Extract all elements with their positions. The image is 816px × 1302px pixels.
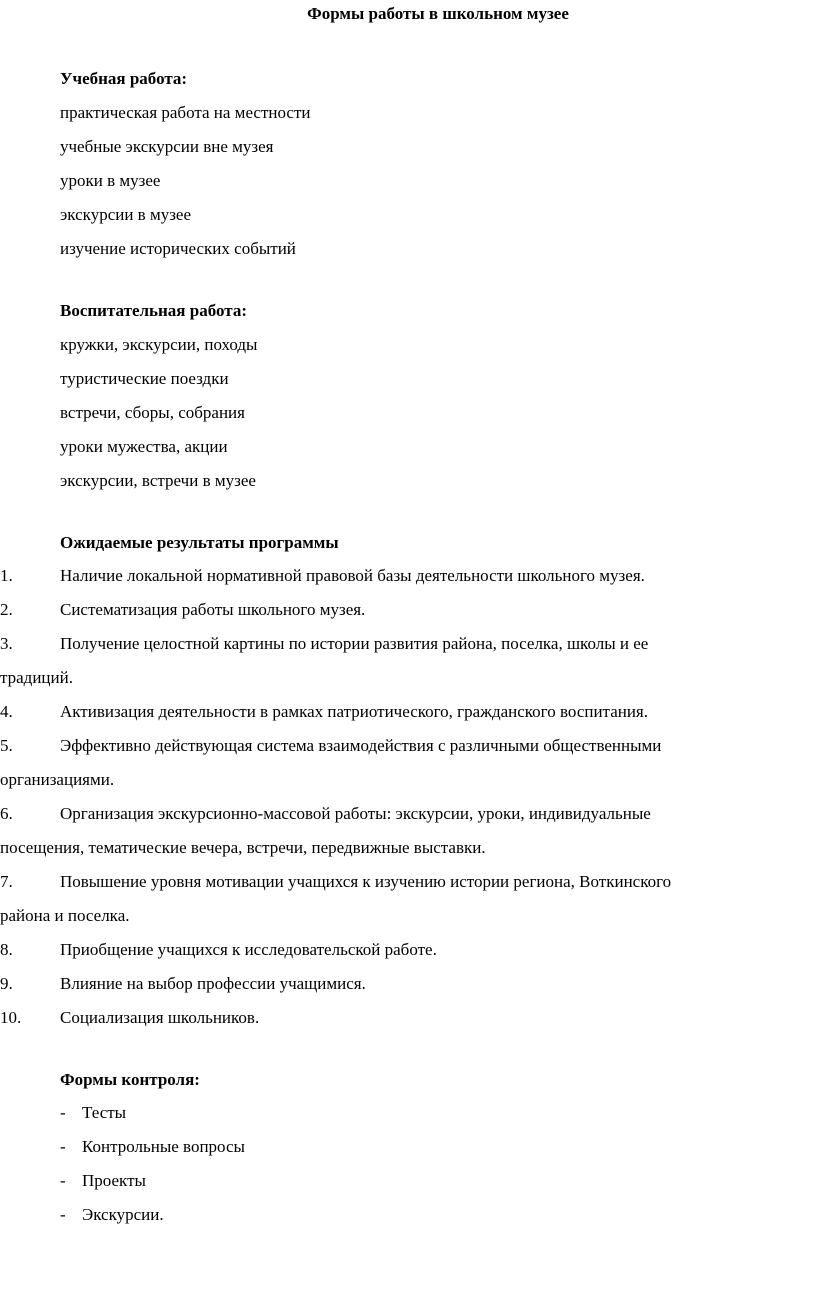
upbringing-item: кружки, экскурсии, походы xyxy=(60,335,258,354)
educational-item: учебные экскурсии вне музея xyxy=(60,137,274,156)
bullet-dash: - xyxy=(60,1103,66,1122)
results-item-text: Приобщение учащихся к исследовательской работе. xyxy=(60,940,437,959)
educational-item: практическая работа на местности xyxy=(60,103,311,122)
educational-item: экскурсии в музее xyxy=(60,205,192,224)
educational-heading: Учебная работа: xyxy=(60,69,188,88)
results-item-number: 4. xyxy=(0,702,13,721)
educational-item: уроки в музее xyxy=(60,171,161,190)
results-item-text: Организация экскурсионно-массовой работы: экскурсии, уроки, индивидуальные xyxy=(60,804,651,823)
results-item-text: Повышение уровня мотивации учащихся к изучению истории региона, Воткинского xyxy=(60,872,672,891)
results-item-number: 10. xyxy=(0,1008,22,1027)
results-item-number: 3. xyxy=(0,634,13,653)
results-item-continuation: района и поселка. xyxy=(0,906,130,925)
results-item-text: Наличие локальной нормативной правовой базы деятельности школьного музея. xyxy=(60,566,645,585)
results-item-number: 9. xyxy=(0,974,13,993)
upbringing-item: встречи, сборы, собрания xyxy=(60,403,245,422)
results-item-text: Систематизация работы школьного музея. xyxy=(60,600,366,619)
bullet-dash: - xyxy=(60,1205,66,1224)
results-item-number: 8. xyxy=(0,940,13,959)
results-item-number: 1. xyxy=(0,566,13,585)
upbringing-heading: Воспитательная работа: xyxy=(60,301,247,320)
control-item-text: Контрольные вопросы xyxy=(82,1137,245,1156)
results-item-text: Социализация школьников. xyxy=(60,1008,260,1027)
control-heading: Формы контроля: xyxy=(60,1070,200,1089)
page-title: Формы работы в школьном музее xyxy=(307,4,569,23)
results-item-continuation: традиций. xyxy=(0,668,73,687)
results-heading: Ожидаемые результаты программы xyxy=(60,533,339,552)
control-item-text: Экскурсии. xyxy=(82,1205,164,1224)
results-item-text: Активизация деятельности в рамках патриотического, гражданского воспитания. xyxy=(60,702,649,721)
educational-item: изучение исторических событий xyxy=(60,239,296,258)
bullet-dash: - xyxy=(60,1171,66,1190)
upbringing-item: экскурсии, встречи в музее xyxy=(60,471,256,490)
control-item-text: Проекты xyxy=(82,1171,146,1190)
results-item-continuation: посещения, тематические вечера, встречи, передвижные выставки. xyxy=(0,838,486,857)
upbringing-item: туристические поездки xyxy=(60,369,229,388)
control-item-text: Тесты xyxy=(82,1103,127,1122)
results-item-number: 2. xyxy=(0,600,13,619)
results-item-number: 6. xyxy=(0,804,13,823)
results-item-number: 7. xyxy=(0,872,13,891)
results-item-continuation: организациями. xyxy=(0,770,115,789)
results-item-number: 5. xyxy=(0,736,13,755)
results-item-text: Эффективно действующая система взаимодействия с различными общественными xyxy=(60,736,662,755)
upbringing-item: уроки мужества, акции xyxy=(60,437,228,456)
bullet-dash: - xyxy=(60,1137,66,1156)
results-item-text: Получение целостной картины по истории развития района, поселка, школы и ее xyxy=(60,634,649,653)
results-item-text: Влияние на выбор профессии учащимися. xyxy=(60,974,366,993)
